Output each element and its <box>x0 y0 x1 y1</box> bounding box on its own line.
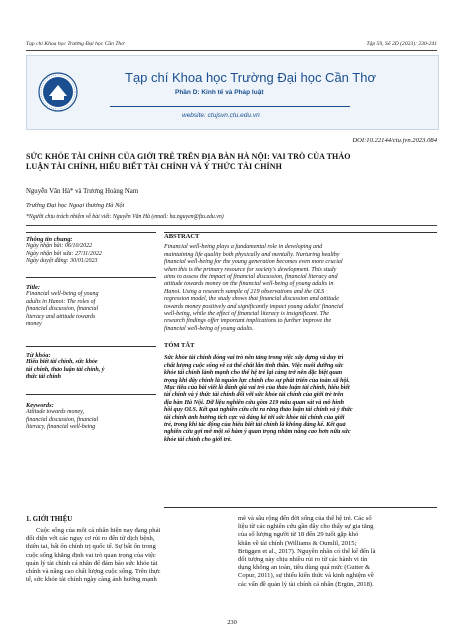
tomtat-line: tài chính ảnh hưởng tích cực và đáng kể tới sức khỏe tài chính của giới <box>164 414 345 421</box>
body-line: quản lý tài chính cá nhân để đảm bảo sức khỏe tài <box>26 559 158 567</box>
article-info <box>26 236 156 266</box>
abstract-line: attitude towards money on the financial well-being of young adults in <box>164 281 334 288</box>
abstract-line: research findings offer important implications to further improve the <box>164 318 332 325</box>
title-rule <box>26 346 156 347</box>
abstract-line: well-being, while the effect of financial literacy is insignificant. The <box>164 311 330 318</box>
journal-header-left: Tạp chí Khoa học Trường Đại học Cần Thơ <box>26 41 125 47</box>
abstract-line: Hanoi. Using a research sample of 219 observations and the OLS <box>164 288 325 295</box>
tomtat-block <box>164 342 437 444</box>
tomtat-line: nghiên cứu gợi mở một số hàm ý quan trọng nhằm nâng cao hơn nữa sức <box>164 429 351 436</box>
vietnamese-keywords-block <box>26 352 156 382</box>
keywords-heading: Keywords: <box>26 402 54 409</box>
revised-date: Ngày nhận bài sửa: 27/11/2022 <box>26 250 102 257</box>
abstract-line: when this is the primary resource for society's development. This study <box>164 266 337 273</box>
body-line: liệu từ các nghiên cứu gần đây cho thấy sự gia tăng <box>238 523 374 531</box>
body-line: Copur, 2011), sự thiếu kiến thức và kinh nghiệm về <box>238 572 374 580</box>
received-date: Ngày nhận bài: 06/10/2022 <box>26 243 93 250</box>
banner-website-link[interactable]: website: ctujsvn.ctu.edu.vn <box>182 112 260 119</box>
body-line: đối tượng này chịu nhiều rủi ro từ các hành vi tín <box>238 556 368 564</box>
tomtat-line: trẻ, trong khi tác động của hiểu biết tài chính là không đáng kể. Kết quả <box>164 422 346 429</box>
intro-right-column <box>238 515 437 589</box>
tomtat-line: trọng khi đây chính là nguồn lực chính cho sự phát triển của toàn xã hội. <box>164 377 350 384</box>
university-logo-icon <box>38 72 78 112</box>
body-line: thiên tai, bất ổn chính trị quốc tế. Sự bất ổn trong <box>26 543 156 551</box>
body-line: Cuộc sống của mỗi cá nhân hiện nay đang phải <box>36 527 161 534</box>
tomtat-line: chất lượng cuộc sống về cả thể chất lẫn tinh thần. Việc nuôi dưỡng sức <box>164 362 344 369</box>
english-title-block <box>26 284 156 328</box>
abstract-line: Financial well-being plays a fundamental role in developing and <box>164 244 323 251</box>
english-title-line: literacy and attitude towards <box>26 313 96 320</box>
keywords-line: financial discussion, financial <box>26 416 99 423</box>
english-title-heading: Title: <box>26 284 40 291</box>
paper-title <box>26 152 438 172</box>
keywords-line: Attitude towards money, <box>26 409 84 416</box>
body-line: đối diện với các nguy cơ rủi ro đến từ dịch bệnh, <box>26 535 155 543</box>
tomtat-heading: TÓM TẮT <box>164 342 195 349</box>
tomtat-line: địa bàn Hà Nội. Dữ liệu nghiên cứu gồm 219 mẫu quan sát và mô hình <box>164 399 344 406</box>
tomtat-line: khỏe tài chính lành mạnh cho thế hệ trẻ lại càng trở nên đặc biệt quan <box>164 370 343 377</box>
tomtat-line: tài chính và ý thức tài chính đối với sức khỏe tài chính của giới trẻ trên <box>164 392 344 399</box>
body-line: các vấn đề quản lý tài chính cá nhân (Ergün, 2018). <box>238 580 374 588</box>
info-heading: Thông tin chung: <box>26 236 73 243</box>
abstract-line: regression model, the study shows that financial discussion and attitude <box>164 296 339 303</box>
abstract-line: financial well-being of young adults. <box>164 325 254 332</box>
info-top-rule <box>26 232 156 233</box>
banner-divider <box>110 106 350 107</box>
tomtat-line: hồi quy OLS. Kết quả nghiên cứu chỉ ra rằng thảo luận tài chính và ý thức <box>164 407 353 414</box>
banner-section: Phần D: Kinh tế và Pháp luật <box>175 89 264 96</box>
english-title-line: money <box>26 321 42 328</box>
abstract-line: financial well-being for the young generation becomes even more crucial <box>164 259 343 266</box>
english-title-line: financial discussion, financial <box>26 306 99 313</box>
tomtat-line: khỏe tài chính cho giới trẻ. <box>164 436 232 443</box>
author-list: Nguyễn Văn Hà* và Trương Hoàng Nam <box>26 188 139 195</box>
tukhoa-line: Hiểu biết tài chính, sức khỏe <box>26 359 98 366</box>
page-number: 230 <box>227 619 237 626</box>
body-line: khăn về tài chính (Williams & Oumlil, 2015; <box>238 539 357 547</box>
english-title-line: Financial well-being of young <box>26 291 99 298</box>
tomtat-line: Sức khỏe tài chính đóng vai trò nền tảng trong việc xây dựng và duy trì <box>164 355 344 362</box>
header-rule <box>26 50 437 51</box>
english-keywords-block <box>26 402 156 432</box>
body-line: cuộc sống khẳng định vai trò quan trọng của việc <box>26 551 156 559</box>
tukhoa-heading: Từ khóa: <box>26 352 51 359</box>
author-affiliation: Trường Đại học Ngoại thương Hà Nội <box>26 202 125 209</box>
abstract-line: towards money positively and significantly impact young adults' financial <box>164 303 344 310</box>
body-line: của số lượng người từ 18 đến 29 tuổi gặp khó <box>238 531 359 539</box>
title-line: LUẬN TÀI CHÍNH, HIỂU BIẾT TÀI CHÍNH VÀ Ý THỨC TÀI CHÍNH <box>26 162 282 171</box>
abstract-line: maintaining life quality both physically and mentally. Nurturing healthy <box>164 251 340 258</box>
english-title-line: adults in Hanoi: The roles of <box>26 298 96 305</box>
doi-link[interactable]: DOI:10.22144/ctu.jvn.2023.084 <box>352 137 437 144</box>
meta-rule <box>26 225 437 226</box>
banner-journal-title: Tạp chí Khoa học Trường Đại học Cần Thơ <box>125 70 376 85</box>
body-line: dụng không an toàn, tiêu dùng quá mức (Gutter & <box>238 564 371 572</box>
abstract-bottom-rule <box>164 507 437 508</box>
accepted-date: Ngày duyệt đăng: 30/01/2023 <box>26 258 98 265</box>
body-line: mẽ và sâu rộng đến đời sống của thế hệ trẻ. Các số <box>238 515 372 522</box>
intro-left-column <box>26 527 224 584</box>
abstract-heading: ABSTRACT <box>164 233 200 240</box>
corresponding-author: *Người chịu trách nhiệm về bài viết: Nguyễn Văn Hà (email: ha.nguyen@ftu.edu.vn) <box>26 214 224 220</box>
abstract-block <box>164 233 437 333</box>
journal-header-right: Tập 59, Số 2D (2023): 230-241 <box>366 41 437 47</box>
body-line: chính và nâng cao chất lượng cuộc sống. Trên thực <box>26 568 161 576</box>
body-line: tế, sức khỏe tài chính ngày càng ảnh hưởng mạnh <box>26 576 157 584</box>
tukhoa-rule <box>26 394 156 395</box>
tukhoa-line: thức tài chính <box>26 374 61 381</box>
body-line: Brüggen et al., 2017). Nguyên nhân có thể kể đến là <box>238 547 376 555</box>
info-rule <box>26 277 156 278</box>
abstract-line: aims to assess the impact of financial discussion, financial literacy and <box>164 274 338 281</box>
section-heading-introduction: 1. GIỚI THIỆU <box>26 516 73 523</box>
keywords-line: literacy, financial well-being <box>26 424 96 431</box>
tomtat-line: Mục tiêu của bài viết là đánh giá vai trò của thảo luận tài chính, hiểu biết <box>164 385 350 392</box>
title-line: SỨC KHỎE TÀI CHÍNH CỦA GIỚI TRẺ TRÊN ĐỊA BÀN HÀ NỘI: VAI TRÒ CỦA THẢO <box>26 152 351 161</box>
tukhoa-line: tài chính, thảo luận tài chính, ý <box>26 366 105 373</box>
